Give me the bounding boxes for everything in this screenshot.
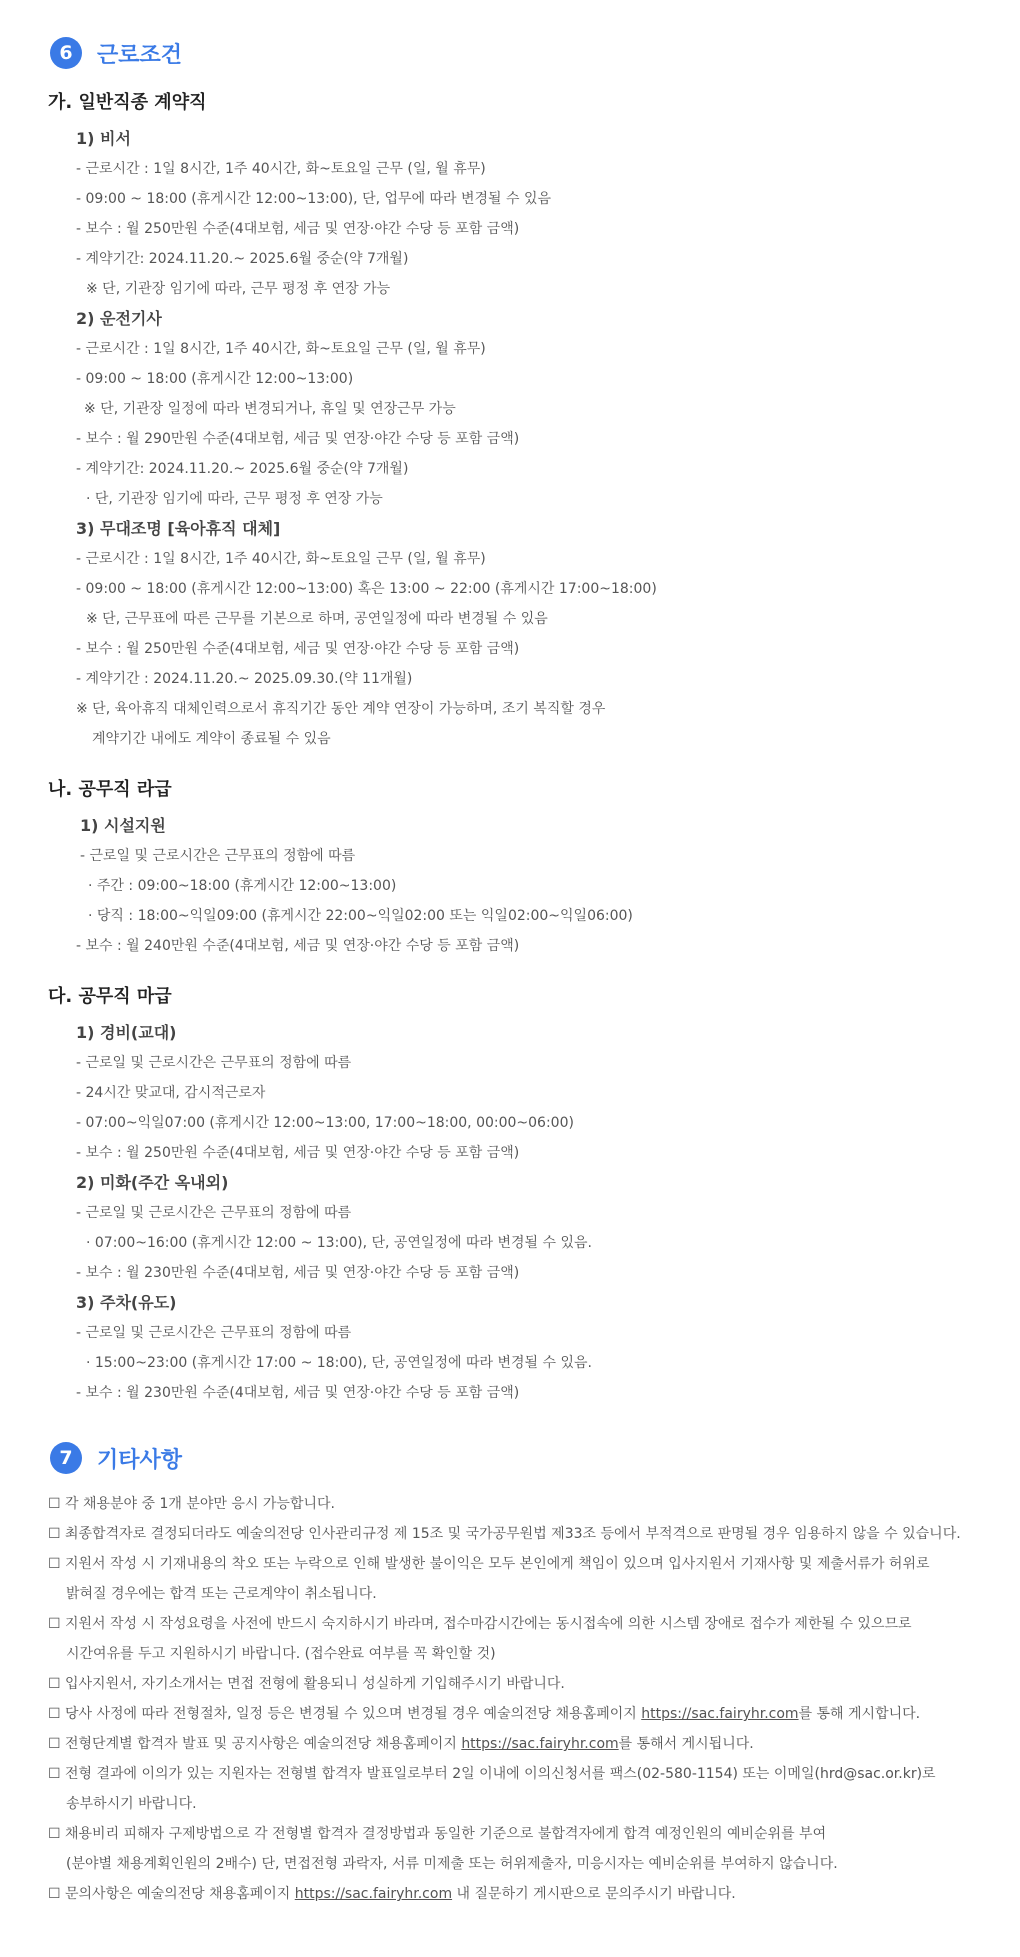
condition-line: - 보수 : 월 250만원 수준(4대보험, 세금 및 연장·야간 수당 등 포함 금액) — [76, 1145, 520, 1161]
notice-text: ☐ 지원서 작성 시 기재내용의 착오 또는 누락으로 인해 발생한 불이익은 모두 본인에게 책임이 있으며 입사지원서 기재사항 및 제출서류가 허위로 — [48, 1556, 930, 1572]
condition-line: - 근로일 및 근로시간은 근무표의 정함에 따름 — [76, 1055, 352, 1071]
role-heading: 3) 주차(유도) — [76, 1293, 177, 1312]
section-title: 근로조건 — [97, 42, 183, 68]
condition-line: - 근로일 및 근로시간은 근무표의 정함에 따름 — [76, 1325, 352, 1341]
condition-line: - 근로시간 : 1일 8시간, 1주 40시간, 화~토요일 근무 (일, 월 휴무) — [76, 161, 486, 177]
section-number-badge: 6 — [50, 37, 82, 69]
condition-line: - 근로일 및 근로시간은 근무표의 정함에 따름 — [76, 1205, 352, 1221]
condition-line: · 당직 : 18:00~익일09:00 (휴게시간 22:00~익일02:00 또는 익일02:00~익일06:00) — [88, 908, 633, 924]
subsection-heading: 다. 공무직 마급 — [48, 986, 172, 1007]
condition-line: - 근로일 및 근로시간은 근무표의 정함에 따름 — [80, 848, 356, 864]
notice-text: 를 통해서 게시됩니다. — [618, 1736, 754, 1752]
notice-line — [48, 1763, 936, 1783]
condition-line: - 보수 : 월 240만원 수준(4대보험, 세금 및 연장·야간 수당 등 포함 금액) — [76, 938, 520, 954]
notice-text: ☐ 채용비리 피해자 구제방법으로 각 전형별 합격자 결정방법과 동일한 기준으로 불합격자에게 합격 예정인원의 예비순위를 부여 — [48, 1826, 827, 1842]
section-title: 기타사항 — [97, 1447, 183, 1473]
condition-line: ※ 단, 육아휴직 대체인력으로서 휴직기간 동안 계약 연장이 가능하며, 조기 복직할 경우 — [76, 701, 606, 717]
condition-line: · 단, 기관장 임기에 따라, 근무 평정 후 연장 가능 — [86, 491, 383, 507]
role-heading: 3) 무대조명 [육아휴직 대체] — [76, 519, 281, 538]
condition-line: ※ 단, 기관장 일정에 따라 변경되거나, 휴일 및 연장근무 가능 — [84, 401, 456, 417]
notice-text: ☐ 전형단계별 합격자 발표 및 공지사항은 예술의전당 채용홈페이지 — [48, 1736, 462, 1752]
condition-line: - 24시간 맞교대, 감시적근로자 — [76, 1085, 266, 1101]
notice-text: 내 질문하기 게시판으로 문의주시기 바랍니다. — [452, 1886, 736, 1902]
condition-line: - 계약기간: 2024.11.20.~ 2025.6월 중순(약 7개월) — [76, 461, 409, 477]
recruit-site-link[interactable]: https://sac.fairyhr.com — [641, 1706, 799, 1722]
notice-text: ☐ 지원서 작성 시 작성요령을 사전에 반드시 숙지하시기 바라며, 접수마감시간에는 동시접속에 의한 시스템 장애로 접수가 제한될 수 있으므로 — [48, 1616, 912, 1632]
condition-line: - 보수 : 월 230만원 수준(4대보험, 세금 및 연장·야간 수당 등 포함 금액) — [76, 1385, 520, 1401]
notice-text: ☐ 최종합격자로 결정되더라도 예술의전당 인사관리규정 제 15조 및 국가공무원법 제33조 등에서 부적격으로 판명될 경우 임용하지 않을 수 있습니다. — [48, 1526, 961, 1542]
recruit-site-link[interactable]: https://sac.fairyhr.com — [461, 1736, 619, 1752]
notice-text: 송부하시기 바랍니다. — [66, 1796, 197, 1812]
notice-text: 시간여유를 두고 지원하시기 바랍니다. (접수완료 여부를 꼭 확인할 것) — [66, 1646, 496, 1662]
notice-text: ☐ 각 채용분야 중 1개 분야만 응시 가능합니다. — [48, 1496, 335, 1512]
condition-line: - 07:00~익일07:00 (휴게시간 12:00~13:00, 17:00~18:00, 00:00~06:00) — [76, 1115, 574, 1131]
notice-line — [48, 1553, 930, 1573]
notice-line — [48, 1703, 920, 1723]
notice-text: ☐ 입사지원서, 자기소개서는 면접 전형에 활용되니 성실하게 기입해주시기 바랍니다. — [48, 1676, 565, 1692]
condition-line: - 09:00 ~ 18:00 (휴게시간 12:00~13:00), 단, 업무에 따라 변경될 수 있음 — [76, 191, 552, 207]
notice-text: 를 통해 게시합니다. — [798, 1706, 921, 1722]
notice-line — [66, 1793, 197, 1813]
notice-text: ☐ 당사 사정에 따라 전형절차, 일정 등은 변경될 수 있으며 변경될 경우 예술의전당 채용홈페이지 — [48, 1706, 642, 1722]
role-heading: 2) 운전기사 — [76, 309, 162, 328]
section-7-header — [50, 1440, 182, 1476]
subsection-heading: 가. 일반직종 계약직 — [48, 92, 207, 113]
notice-line — [48, 1733, 754, 1753]
condition-line: - 09:00 ~ 18:00 (휴게시간 12:00~13:00) 혹은 13:00 ~ 22:00 (휴게시간 17:00~18:00) — [76, 581, 657, 597]
condition-line: - 근로시간 : 1일 8시간, 1주 40시간, 화~토요일 근무 (일, 월 휴무) — [76, 551, 486, 567]
condition-line: ※ 단, 기관장 임기에 따라, 근무 평정 후 연장 가능 — [86, 281, 391, 297]
condition-line: - 보수 : 월 290만원 수준(4대보험, 세금 및 연장·야간 수당 등 포함 금액) — [76, 431, 520, 447]
notice-line — [66, 1643, 496, 1663]
condition-line: · 주간 : 09:00~18:00 (휴게시간 12:00~13:00) — [88, 878, 397, 894]
condition-line: ※ 단, 근무표에 따른 근무를 기본으로 하며, 공연일정에 따라 변경될 수 있음 — [86, 611, 548, 627]
subsection-heading: 나. 공무직 라급 — [48, 779, 172, 800]
condition-line: - 근로시간 : 1일 8시간, 1주 40시간, 화~토요일 근무 (일, 월 휴무) — [76, 341, 486, 357]
condition-line: · 15:00~23:00 (휴게시간 17:00 ~ 18:00), 단, 공연일정에 따라 변경될 수 있음. — [86, 1355, 592, 1371]
role-heading: 1) 경비(교대) — [76, 1023, 177, 1042]
notice-text: 밝혀질 경우에는 합격 또는 근로계약이 취소됩니다. — [66, 1586, 377, 1602]
notice-line — [48, 1823, 826, 1843]
notice-line — [66, 1853, 838, 1873]
notice-text: ☐ 문의사항은 예술의전당 채용홈페이지 — [48, 1886, 295, 1902]
condition-line: 계약기간 내에도 계약이 종료될 수 있음 — [92, 731, 331, 747]
notice-text: ☐ 전형 결과에 이의가 있는 지원자는 전형별 합격자 발표일로부터 2일 이내에 이의신청서를 팩스(02-580-1154) 또는 이메일(hrd@sac.or.kr)로 — [48, 1766, 936, 1782]
role-heading: 1) 시설지원 — [80, 816, 166, 835]
condition-line: - 09:00 ~ 18:00 (휴게시간 12:00~13:00) — [76, 371, 354, 387]
section-number-badge: 7 — [50, 1442, 82, 1474]
condition-line: - 보수 : 월 230만원 수준(4대보험, 세금 및 연장·야간 수당 등 포함 금액) — [76, 1265, 520, 1281]
notice-line — [48, 1613, 912, 1633]
condition-line: - 계약기간 : 2024.11.20.~ 2025.09.30.(약 11개월) — [76, 671, 413, 687]
condition-line: - 보수 : 월 250만원 수준(4대보험, 세금 및 연장·야간 수당 등 포함 금액) — [76, 221, 520, 237]
role-heading: 1) 비서 — [76, 129, 131, 148]
notice-text: (분야별 채용계획인원의 2배수) 단, 면접전형 과락자, 서류 미제출 또는 허위제출자, 미응시자는 예비순위를 부여하지 않습니다. — [66, 1856, 838, 1872]
role-heading: 2) 미화(주간 옥내외) — [76, 1173, 229, 1192]
notice-line — [66, 1583, 377, 1603]
condition-line: - 보수 : 월 250만원 수준(4대보험, 세금 및 연장·야간 수당 등 포함 금액) — [76, 641, 520, 657]
notice-line — [48, 1673, 565, 1693]
condition-line: · 07:00~16:00 (휴게시간 12:00 ~ 13:00), 단, 공연일정에 따라 변경될 수 있음. — [86, 1235, 592, 1251]
recruit-site-link[interactable]: https://sac.fairyhr.com — [294, 1886, 453, 1902]
notice-line — [48, 1493, 335, 1513]
notice-line — [48, 1523, 961, 1543]
condition-line: - 계약기간: 2024.11.20.~ 2025.6월 중순(약 7개월) — [76, 251, 409, 267]
section-6-header — [50, 35, 182, 71]
notice-line — [48, 1883, 736, 1903]
